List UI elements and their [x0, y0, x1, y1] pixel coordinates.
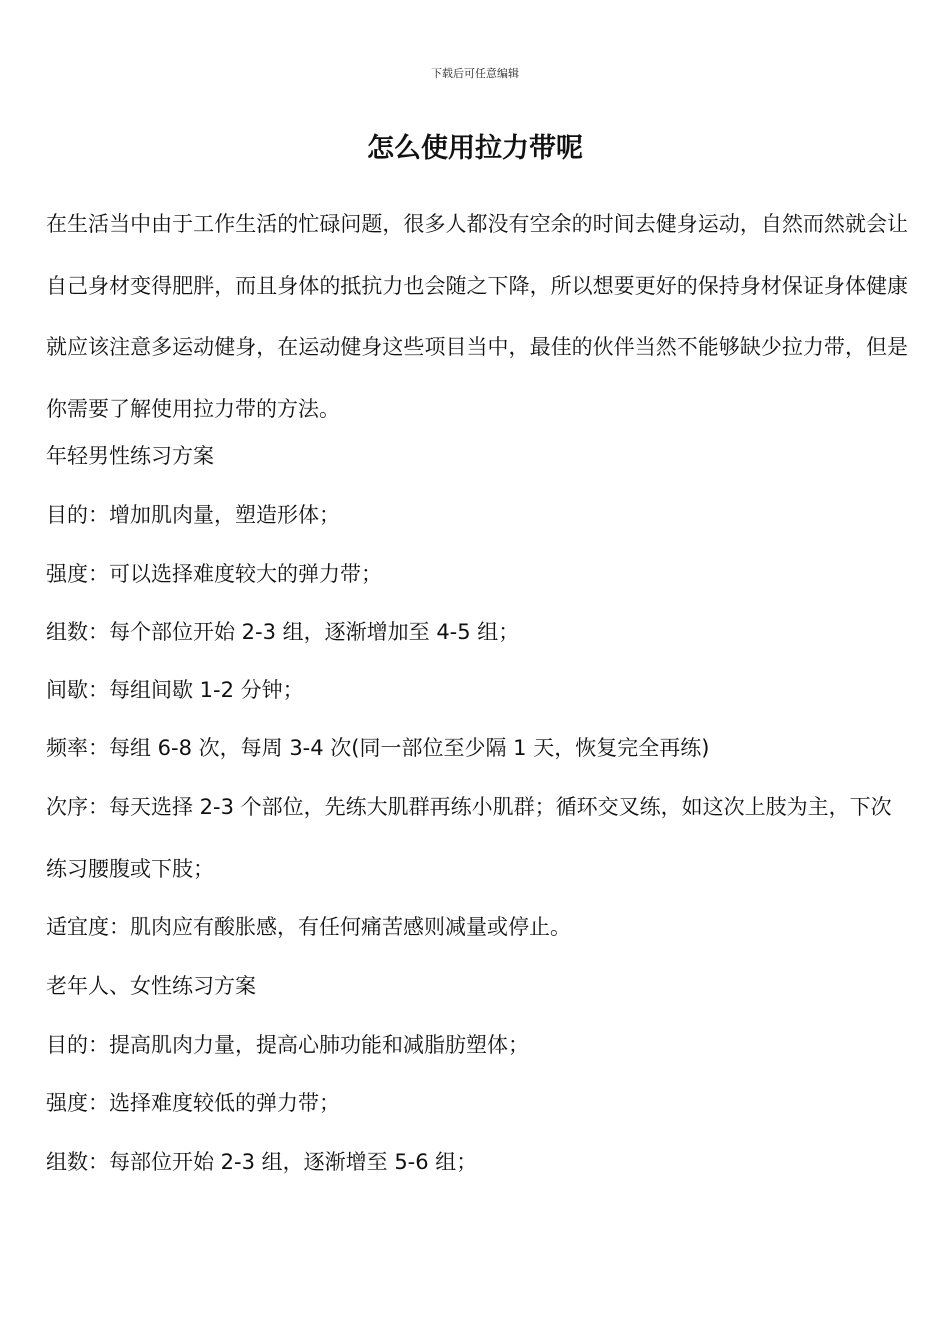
young-men-sets: 组数：每个部位开始 2-3 组，逐渐增加至 4-5 组；	[46, 620, 520, 644]
elderly-women-purpose: 目的：提高肌肉力量，提高心肺功能和减脂肪塑体；	[46, 1033, 529, 1057]
section-heading-young-men: 年轻男性练习方案	[46, 444, 214, 468]
young-men-order: 次序：每天选择 2-3 个部位，先练大肌群再练小肌群；循环交叉练，如这次上肢为主，下次练习腰腹或下肢；	[46, 795, 892, 881]
elderly-women-intensity: 强度：选择难度较低的弹力带；	[46, 1091, 340, 1115]
young-men-suitability: 适宜度：肌肉应有酸胀感，有任何痛苦感则减量或停止。	[46, 915, 571, 939]
elderly-women-sets: 组数：每部位开始 2-3 组，逐渐增至 5-6 组；	[46, 1150, 478, 1174]
intro-paragraph: 在生活当中由于工作生活的忙碌问题，很多人都没有空余的时间去健身运动，自然而然就会让自己身材变得肥胖，而且身体的抵抗力也会随之下降，所以想要更好的保持身材保证身体健康就应该注意多运动健身，在运动健身这些项目当中，最佳的伙伴当然不能够缺少拉力带，但是你需要了解使用拉力带的方法。	[46, 212, 908, 421]
page-title: 怎么使用拉力带呢	[367, 133, 583, 164]
young-men-intensity: 强度：可以选择难度较大的弹力带；	[46, 562, 382, 586]
young-men-frequency: 频率：每组 6-8 次，每周 3-4 次(同一部位至少隔 1 天，恢复完全再练)	[46, 736, 710, 760]
young-men-rest: 间歇：每组间歇 1-2 分钟；	[46, 678, 304, 702]
section-heading-elderly-women: 老年人、女性练习方案	[46, 974, 256, 998]
young-men-purpose: 目的：增加肌肉量，塑造形体；	[46, 503, 340, 527]
header-note: 下载后可任意编辑	[431, 67, 519, 80]
